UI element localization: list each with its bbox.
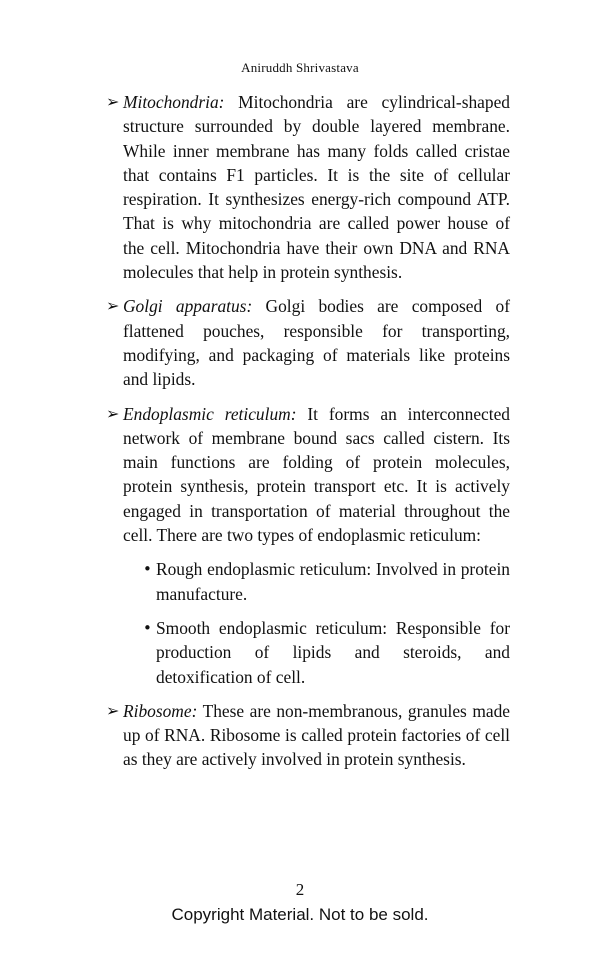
entry-term: Golgi apparatus: (123, 296, 253, 317)
list-item-ribosome (108, 699, 510, 772)
arrow-bullet-icon: ➢ (106, 296, 120, 316)
entry-text (123, 294, 510, 391)
entry-description: These are non-membranous, granules made up of RNA. Ribosome is called protein factories of cell as they are actively involved in protein synthesis. (123, 700, 510, 770)
arrow-bullet-icon: ➢ (106, 92, 120, 111)
entry-description: It forms an interconnected network of membrane bound sacs called cistern. Its main functions are folding of protein molecules, protein synthesis, protein transport etc. It is actively engaged in transportation of material throughout the cell. There are two types of endoplasmic reticulum: (123, 403, 511, 546)
dot-bullet-icon: • (143, 618, 152, 637)
list-item-golgi-apparatus (108, 294, 510, 391)
entry-term: Mitochondria: (123, 92, 225, 112)
arrow-bullet-icon: ➢ (106, 700, 120, 720)
entry-text (123, 402, 510, 548)
list-item-endoplasmic-reticulum (108, 402, 510, 689)
running-header-author: Aniruddh Shrivastava (241, 60, 359, 75)
entry-description: Mitochondria are cylindrical-shaped structure surrounded by double layered membrane. While inner membrane has many folds called cristae that contains F1 particles. It is the site of cellular respiration. It synthesizes energy-rich compound ATP. That is why mitochondria are called power house of the cell. Mitochondria have their own DNA and RNA molecules that help in protein synthesis. (123, 92, 510, 283)
reticulum-types-list (123, 557, 510, 688)
page-body (108, 90, 510, 782)
sublist-item-smooth-er (141, 616, 510, 689)
list-item-mitochondria (108, 90, 510, 284)
sublist-item-rough-er (141, 557, 510, 606)
entry-description: Golgi bodies are composed of flattened pouches, responsible for transporting, modifying, and packaging of materials like proteins and lipids. (123, 296, 510, 390)
page-number: 2 (295, 880, 305, 899)
copyright-notice: Copyright Material. Not to be sold. (171, 905, 429, 924)
entry-term: Ribosome: (123, 700, 198, 721)
arrow-bullet-icon: ➢ (106, 403, 120, 423)
sublist-item-text: Smooth endoplasmic reticulum: Responsible for production of lipids and steroids, and detoxification of cell. (156, 617, 510, 687)
dot-bullet-icon: • (143, 560, 152, 579)
entry-term: Endoplasmic reticulum: (123, 403, 297, 424)
entry-text (123, 699, 510, 772)
entry-text (123, 90, 510, 284)
sublist-item-text: Rough endoplasmic reticulum: Involved in protein manufacture. (156, 559, 510, 604)
